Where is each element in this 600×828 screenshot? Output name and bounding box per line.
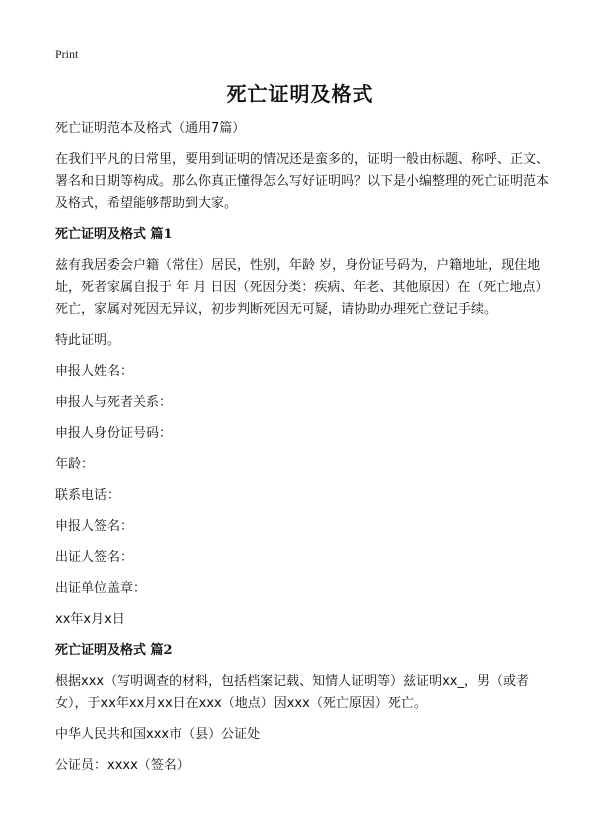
section-heading-2: 死亡证明及格式 篇2 xyxy=(55,643,173,658)
field-applicant-id: 申报人身份证号码： xyxy=(55,426,173,441)
field-age: 年龄： xyxy=(55,457,95,472)
field-applicant-signature: 申报人签名： xyxy=(55,519,134,534)
section-2-body: 根据xxx（写明调查的材料，包括档案记载、知情人证明等）兹证明xx_，男（或者女），于xx年xx月xx日在xxx（地点）因xxx（死亡原因）死亡。 xyxy=(55,674,529,711)
field-issuer-signature: 出证人签名： xyxy=(55,550,134,565)
field-phone: 联系电话： xyxy=(55,488,121,503)
section-1-date: xx年x月x日 xyxy=(55,612,125,627)
section-1-body: 兹有我居委会户籍（常住）居民，性别，年龄 岁，身份证号码为，户籍地址，现住地址，死者家属自报于 年 月 日因（死因分类：疾病、年老、其他原因）在（死亡地点）死亡，家属对死因无异议，初步判断死因无可疑，请协助办理死亡登记手续。 xyxy=(55,258,549,317)
print-link[interactable]: Print xyxy=(55,47,79,61)
field-issuer-seal: 出证单位盖章： xyxy=(55,581,147,596)
document-subtitle: 死亡证明范本及格式（通用7篇） xyxy=(55,121,246,136)
section-2-notary: 公证员：xxxx（签名） xyxy=(55,758,190,773)
section-1-statement: 特此证明。 xyxy=(55,333,121,348)
document-content xyxy=(55,118,550,786)
section-2-office: 中华人民共和国xxx市（县）公证处 xyxy=(55,727,261,742)
intro-paragraph: 在我们平凡的日常里，要用到证明的情况还是蛮多的，证明一般由标题、称呼、正文、署名和日期等构成。那么你真正懂得怎么写好证明吗？以下是小编整理的死亡证明范本及格式，希望能够帮助到大家。 xyxy=(55,152,550,211)
field-applicant-relation: 申报人与死者关系： xyxy=(55,395,173,410)
section-heading-1: 死亡证明及格式 篇1 xyxy=(55,227,173,242)
field-applicant-name: 申报人姓名： xyxy=(55,364,134,379)
document-title: 死亡证明及格式 xyxy=(226,82,374,106)
